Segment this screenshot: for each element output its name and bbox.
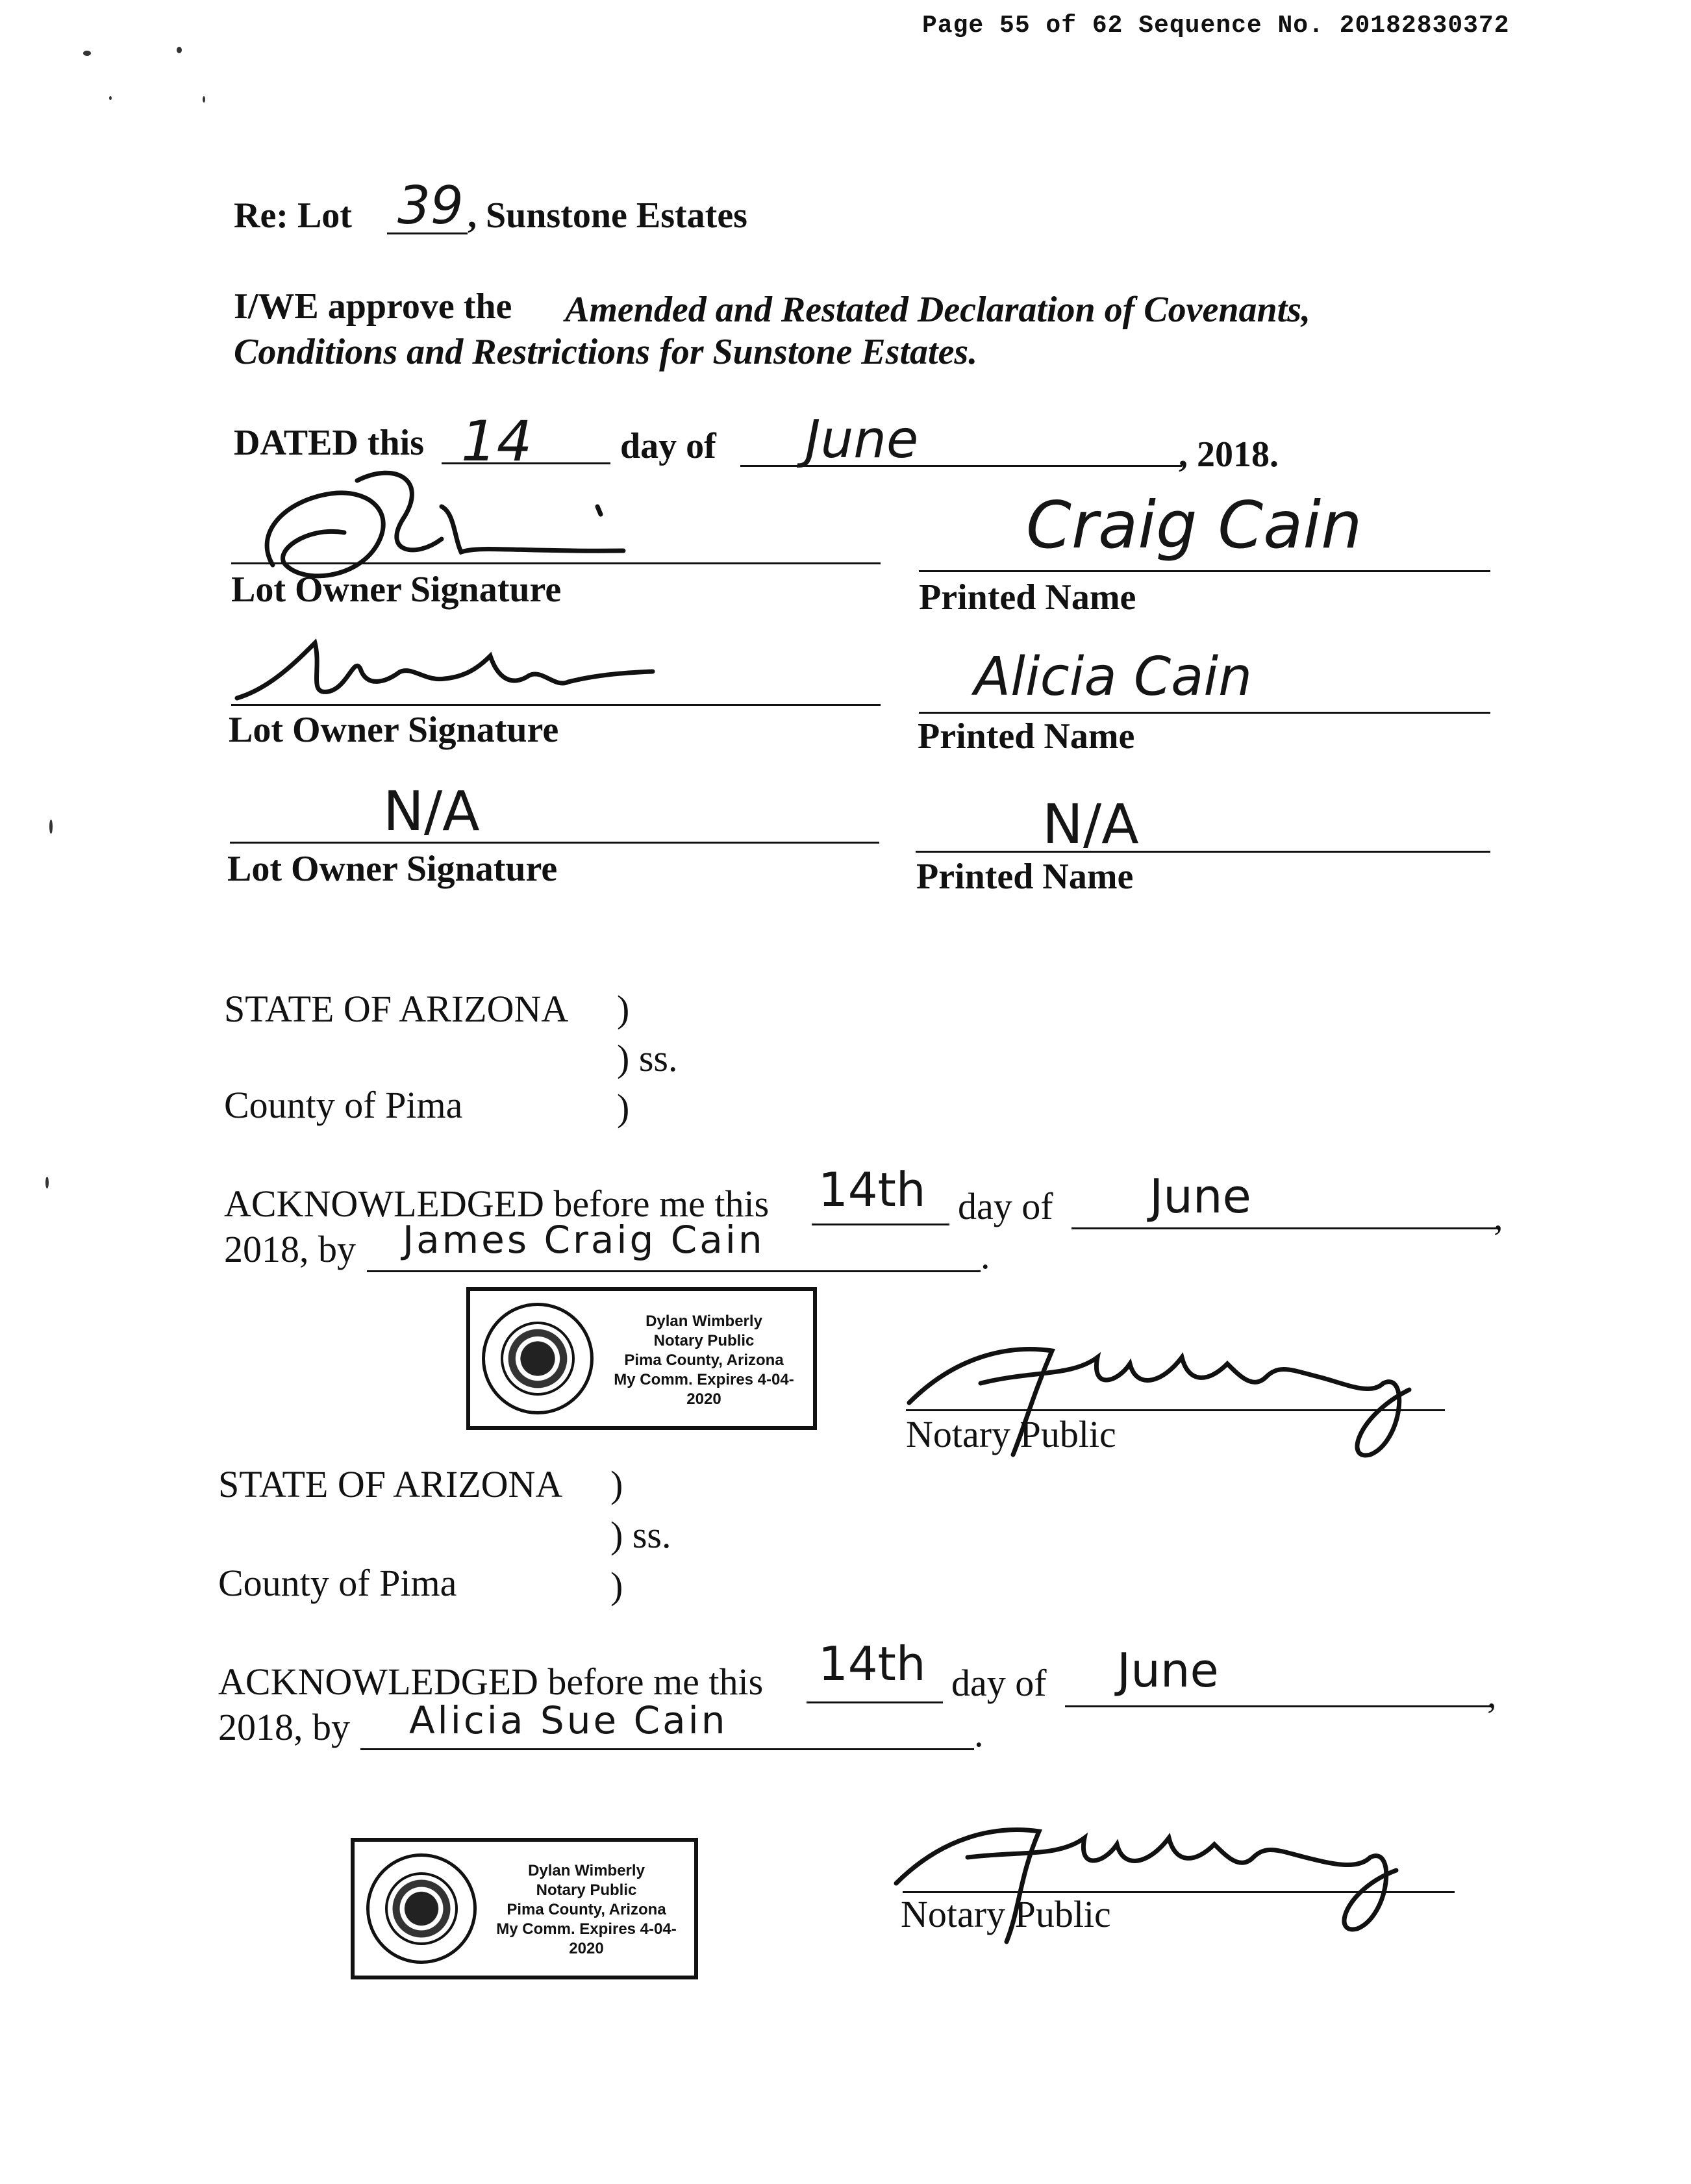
stamp1-name: Dylan Wimberly bbox=[645, 1312, 762, 1330]
stamp1-county: Pima County, Arizona bbox=[624, 1351, 784, 1369]
approval-title-line2: Conditions and Restrictions for Sunstone Estates. bbox=[234, 332, 978, 372]
approval-lead: I/WE approve the bbox=[234, 286, 512, 327]
stamp1-title: Notary Public bbox=[653, 1332, 755, 1349]
owner1-printed-label: Printed Name bbox=[919, 577, 1136, 618]
notary2-day-of: day of bbox=[951, 1662, 1047, 1704]
notary2-period: . bbox=[974, 1713, 984, 1755]
notary2-comma: , bbox=[1487, 1674, 1497, 1716]
owner1-signature-label: Lot Owner Signature bbox=[231, 570, 562, 610]
stamp2-title: Notary Public bbox=[536, 1881, 637, 1899]
dated-day-of: day of bbox=[620, 426, 716, 466]
notary2-name-handwritten: Alicia Sue Cain bbox=[409, 1698, 728, 1742]
notary2-month-handwritten: June bbox=[1117, 1643, 1219, 1698]
notary1-state: STATE OF ARIZONA bbox=[224, 988, 569, 1030]
notary1-month-line bbox=[1071, 1227, 1500, 1229]
notary1-stamp bbox=[466, 1287, 817, 1430]
re-lot-suffix: , Sunstone Estates bbox=[468, 195, 747, 236]
notary2-public-label: Notary Public bbox=[901, 1893, 1111, 1935]
notary1-year-by: 2018, by bbox=[224, 1228, 356, 1270]
notary2-name-line bbox=[360, 1748, 974, 1750]
notary1-paren-bottom: ) bbox=[617, 1086, 630, 1129]
notary1-day-of: day of bbox=[958, 1185, 1053, 1227]
notary1-day-handwritten: 14th bbox=[818, 1162, 926, 1217]
dated-label: DATED this bbox=[234, 423, 425, 463]
owner3-signature-line bbox=[230, 842, 879, 844]
dated-month-handwritten: June bbox=[805, 409, 919, 470]
owner2-printed-label: Printed Name bbox=[918, 716, 1135, 757]
scan-speck bbox=[109, 96, 112, 100]
scan-speck bbox=[45, 1177, 49, 1188]
stamp2-county: Pima County, Arizona bbox=[507, 1901, 666, 1918]
notary1-seal-icon bbox=[482, 1303, 594, 1414]
owner3-printed-line bbox=[916, 851, 1490, 853]
notary2-year-by: 2018, by bbox=[218, 1706, 350, 1748]
stamp2-expires: My Comm. Expires 4-04-2020 bbox=[496, 1920, 677, 1957]
lot-number-handwritten: 39 bbox=[397, 175, 464, 236]
dated-day-handwritten: 14 bbox=[461, 409, 532, 474]
notary2-seal-icon bbox=[366, 1853, 477, 1964]
dated-year: , 2018. bbox=[1179, 434, 1279, 475]
notary1-comma: , bbox=[1494, 1196, 1503, 1238]
stamp1-expires: My Comm. Expires 4-04-2020 bbox=[614, 1371, 794, 1408]
notary2-day-handwritten: 14th bbox=[818, 1637, 926, 1691]
owner3-printed-label: Printed Name bbox=[916, 857, 1134, 897]
stamp2-name: Dylan Wimberly bbox=[528, 1862, 645, 1879]
owner3-signature-label: Lot Owner Signature bbox=[227, 849, 558, 889]
notary2-county: County of Pima bbox=[218, 1562, 457, 1604]
page-sequence-header: Page 55 of 62 Sequence No. 20182830372 bbox=[922, 12, 1510, 40]
notary1-ss: ) ss. bbox=[617, 1037, 678, 1079]
notary1-signature-line bbox=[906, 1409, 1445, 1411]
notary2-ack-label: ACKNOWLEDGED before me this bbox=[218, 1661, 764, 1703]
notary1-ack-label: ACKNOWLEDGED before me this bbox=[224, 1183, 770, 1225]
notary2-paren-bottom: ) bbox=[610, 1564, 623, 1607]
approval-title-line1: Amended and Restated Declaration of Covenants, bbox=[565, 290, 1310, 330]
owner3-signature-handwritten: N/A bbox=[383, 779, 480, 843]
owner2-signature-graphic bbox=[231, 630, 659, 714]
notary1-month-handwritten: June bbox=[1149, 1169, 1251, 1224]
owner1-printed-handwritten: Craig Cain bbox=[1026, 487, 1362, 563]
owner3-printed-handwritten: N/A bbox=[1042, 792, 1139, 856]
scan-speck bbox=[203, 96, 205, 103]
owner1-signature-line bbox=[231, 562, 881, 564]
notary1-paren-top: ) bbox=[617, 988, 630, 1030]
owner2-signature-line bbox=[231, 704, 881, 706]
owner2-printed-handwritten: Alicia Cain bbox=[974, 646, 1253, 708]
scan-speck bbox=[177, 47, 182, 53]
notary1-county: County of Pima bbox=[224, 1084, 463, 1126]
notary1-name-line bbox=[367, 1270, 981, 1272]
notary2-paren-top: ) bbox=[610, 1463, 623, 1505]
notary2-stamp bbox=[351, 1838, 698, 1979]
notary2-state: STATE OF ARIZONA bbox=[218, 1463, 563, 1505]
notary2-month-line bbox=[1065, 1705, 1494, 1707]
scan-speck bbox=[83, 51, 91, 56]
notary1-period: . bbox=[981, 1235, 990, 1277]
scan-speck bbox=[49, 820, 53, 834]
notary1-public-label: Notary Public bbox=[906, 1413, 1116, 1455]
notary2-day-line bbox=[807, 1701, 943, 1703]
owner2-signature-label: Lot Owner Signature bbox=[229, 710, 559, 750]
notary2-ss: ) ss. bbox=[610, 1514, 671, 1556]
owner2-printed-line bbox=[919, 712, 1490, 714]
re-lot-prefix: Re: Lot bbox=[234, 195, 352, 236]
notary1-name-handwritten: James Craig Cain bbox=[403, 1218, 765, 1262]
notary1-day-line bbox=[812, 1224, 949, 1225]
owner1-printed-line bbox=[919, 570, 1490, 572]
